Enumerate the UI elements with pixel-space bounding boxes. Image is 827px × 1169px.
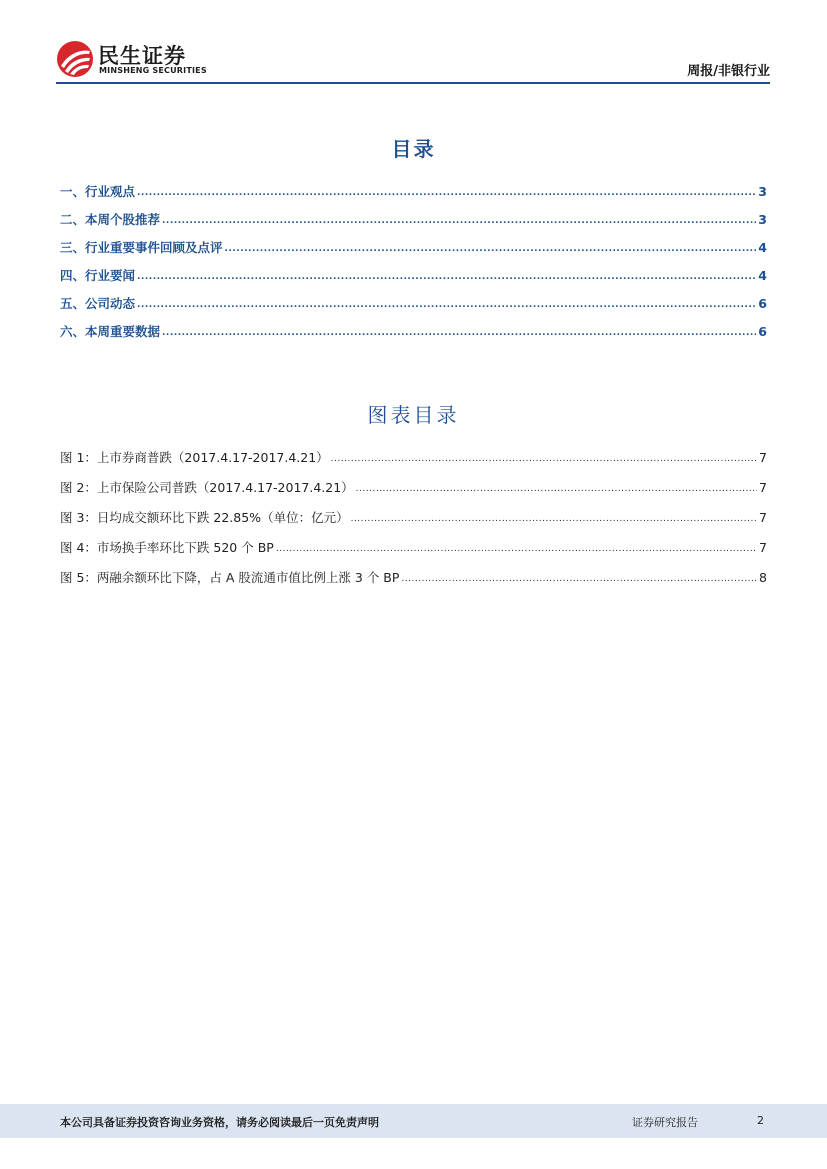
toc-list (60, 177, 767, 345)
toc-entry-label: 一、行业观点 (60, 184, 136, 199)
dot-leader (351, 514, 757, 524)
page-header (56, 38, 770, 82)
company-logo (56, 38, 216, 80)
report-type: 周报/非银行业 (687, 64, 770, 79)
page-number: 2 (757, 1114, 764, 1127)
toc-entry-page: 4 (758, 267, 767, 283)
toc-entry-page: 4 (758, 239, 767, 255)
toc-entry[interactable] (60, 205, 767, 233)
figure-entry-page: 7 (759, 509, 767, 525)
dot-leader (331, 454, 757, 464)
toc-title: 目录 (391, 137, 436, 161)
figure-list-title: 图表目录 (367, 403, 460, 427)
dot-leader (225, 244, 757, 254)
toc-entry[interactable] (60, 317, 767, 345)
footer-disclaimer: 本公司具备证券投资咨询业务资格，请务必阅读最后一页免责声明 (60, 1116, 379, 1129)
toc-entry[interactable] (60, 177, 767, 205)
figure-entry[interactable] (60, 532, 767, 562)
toc-entry-page: 3 (758, 211, 767, 227)
figure-entry-page: 8 (759, 569, 767, 585)
toc-entry-page: 3 (758, 183, 767, 199)
toc-entry[interactable] (60, 261, 767, 289)
dot-leader (401, 574, 757, 584)
figure-entry-label: 图 4：市场换手率环比下跌 520 个 BP (60, 540, 274, 555)
figure-entry[interactable] (60, 442, 767, 472)
toc-entry[interactable] (60, 289, 767, 317)
figure-entry-label: 图 5：两融余额环比下降，占 A 股流通市值比例上涨 3 个 BP (60, 570, 400, 585)
logo-text-en: MINSHENG SECURITIES (99, 66, 207, 75)
toc-entry-label: 五、公司动态 (60, 296, 136, 311)
dot-leader (137, 272, 756, 282)
dot-leader (162, 328, 756, 338)
figure-entry-label: 图 3：日均成交额环比下跌 22.85%（单位：亿元） (60, 510, 349, 525)
figure-entry-page: 7 (759, 449, 767, 465)
figure-entry-label: 图 1：上市券商普跌（2017.4.17-2017.4.21） (60, 450, 329, 465)
toc-entry[interactable] (60, 233, 767, 261)
figure-entry[interactable] (60, 472, 767, 502)
toc-entry-label: 二、本周个股推荐 (60, 212, 161, 227)
figure-list (60, 442, 767, 592)
page-footer (0, 1104, 827, 1138)
header-divider (56, 82, 770, 84)
logo-text-cn: 民生证券 (98, 44, 186, 68)
figure-entry-page: 7 (759, 479, 767, 495)
dot-leader (162, 216, 756, 226)
dot-leader (137, 300, 756, 310)
toc-entry-label: 四、行业要闻 (60, 268, 136, 283)
toc-entry-page: 6 (758, 323, 767, 339)
toc-entry-page: 6 (758, 295, 767, 311)
toc-entry-label: 六、本周重要数据 (60, 324, 161, 339)
dot-leader (276, 544, 757, 554)
figure-entry-label: 图 2：上市保险公司普跌（2017.4.17-2017.4.21） (60, 480, 354, 495)
minsheng-logo-icon (56, 40, 94, 78)
figure-entry[interactable] (60, 502, 767, 532)
footer-category: 证券研究报告 (632, 1116, 698, 1129)
toc-entry-label: 三、行业重要事件回顾及点评 (60, 240, 223, 255)
figure-entry[interactable] (60, 562, 767, 592)
figure-entry-page: 7 (759, 539, 767, 555)
dot-leader (356, 484, 757, 494)
dot-leader (137, 188, 756, 198)
